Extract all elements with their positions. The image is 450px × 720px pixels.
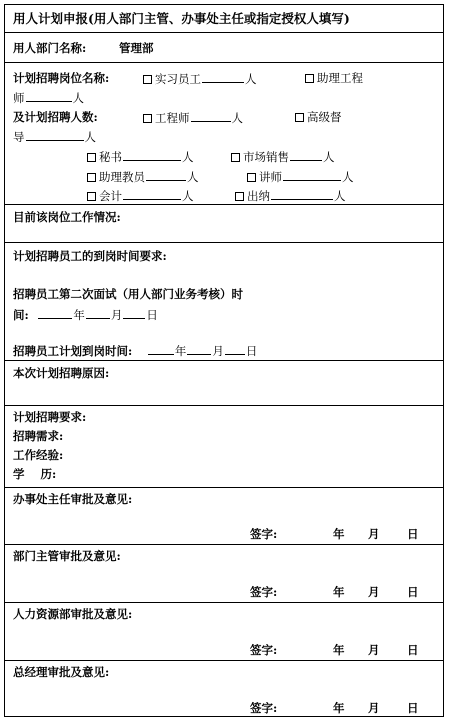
- approval-row-office-director: [5, 488, 443, 545]
- month-label: 月: [368, 585, 380, 599]
- day-label: 日: [407, 701, 419, 715]
- unit-label: 人: [84, 130, 96, 144]
- option-accountant[interactable]: [87, 188, 194, 203]
- department-row: [5, 33, 443, 63]
- approval-label: 办事处主任审批及意见:: [13, 492, 133, 506]
- day-label: 日: [407, 527, 419, 541]
- year-blank[interactable]: [148, 343, 174, 355]
- count-blank[interactable]: [202, 71, 244, 83]
- approval-label: 部门主管审批及意见:: [13, 549, 121, 563]
- day-blank[interactable]: [225, 343, 245, 355]
- option-engineer[interactable]: [143, 110, 243, 125]
- positions-row: [5, 63, 443, 205]
- current-status-row: [5, 205, 443, 243]
- count-blank[interactable]: [290, 149, 322, 161]
- day-label: 日: [407, 585, 419, 599]
- department-value[interactable]: 管理部: [119, 41, 154, 55]
- current-status-label: 目前该岗位工作情况:: [13, 210, 121, 224]
- reason-row: [5, 361, 443, 406]
- option-label: 会计: [99, 189, 122, 203]
- arrival-row: [5, 243, 443, 361]
- month-label: 月: [368, 701, 380, 715]
- checkbox[interactable]: [305, 74, 314, 83]
- option-senior-supervisor[interactable]: [295, 110, 342, 124]
- checkbox[interactable]: [87, 173, 96, 182]
- form-title: 用人计划申报(用人部门主管、办事处主任或指定授权人填写): [13, 11, 350, 26]
- count-blank[interactable]: [26, 129, 84, 141]
- month-label: 月: [368, 643, 380, 657]
- year-label: 年: [333, 643, 345, 657]
- month-label: 月: [110, 308, 123, 322]
- option-assistant-engineer[interactable]: [305, 71, 363, 85]
- option-label: 工程师: [155, 111, 190, 125]
- month-blank[interactable]: [187, 343, 211, 355]
- approval-label: 总经理审批及意见:: [13, 665, 110, 679]
- second-interview-date: [13, 307, 158, 322]
- approval-label: 人力资源部审批及意见:: [13, 607, 133, 621]
- planned-arrival-label: 招聘员工计划到岗时间:: [13, 344, 133, 358]
- unit-label: 人: [231, 111, 243, 125]
- month-label: 月: [368, 527, 380, 541]
- checkbox[interactable]: [87, 192, 96, 201]
- education-label: 学 历:: [13, 467, 57, 481]
- checkbox[interactable]: [143, 75, 152, 84]
- option-label: 市场销售: [243, 150, 289, 164]
- option-lecturer[interactable]: [247, 169, 354, 184]
- requirements-label: 计划招聘要求:: [13, 410, 87, 424]
- year-label: 年: [333, 527, 345, 541]
- reason-label: 本次计划招聘原因:: [13, 366, 110, 380]
- sign-label: 签字:: [250, 701, 278, 715]
- year-label: 年: [73, 308, 85, 322]
- unit-label: 人: [72, 91, 84, 105]
- sign-label: 签字:: [250, 643, 278, 657]
- day-label: 日: [245, 344, 258, 358]
- year-label: 年: [174, 344, 187, 358]
- day-label: 日: [146, 308, 158, 322]
- title-row: [5, 5, 443, 33]
- year-label: 年: [333, 585, 345, 599]
- year-label: 年: [333, 701, 345, 715]
- second-interview-label: 招聘员工第二次面试（用人部门业务考核）时: [13, 287, 243, 301]
- checkbox[interactable]: [143, 114, 152, 123]
- option-label-cont: 师: [13, 91, 25, 105]
- month-label: 月: [212, 344, 224, 358]
- unit-label: 人: [245, 72, 257, 86]
- option-label: 助理教员: [99, 170, 145, 184]
- option-label: 讲师: [259, 170, 282, 184]
- day-blank[interactable]: [123, 307, 145, 319]
- approval-row-hr: [5, 603, 443, 661]
- count-blank[interactable]: [146, 169, 186, 181]
- option-secretary[interactable]: [87, 149, 194, 164]
- count-blank[interactable]: [123, 149, 181, 161]
- approval-row-gm: [5, 661, 443, 718]
- department-label: 用人部门名称:: [13, 41, 87, 55]
- day-label: 日: [407, 643, 419, 657]
- approval-row-dept-head: [5, 545, 443, 603]
- unit-label: 人: [182, 189, 194, 203]
- option-continued-line-2: [13, 129, 96, 144]
- checkbox[interactable]: [295, 113, 304, 122]
- count-blank[interactable]: [283, 169, 341, 181]
- sign-label: 签字:: [250, 527, 278, 541]
- requirements-row: [5, 406, 443, 488]
- need-label: 招聘需求:: [13, 429, 64, 443]
- planned-positions-label: 计划招聘岗位名称:: [13, 71, 110, 85]
- unit-label: 人: [334, 189, 346, 203]
- checkbox[interactable]: [87, 153, 96, 162]
- experience-label: 工作经验:: [13, 448, 64, 462]
- unit-label: 人: [182, 150, 194, 164]
- requisition-form: [4, 4, 444, 717]
- option-label: 出纳: [247, 189, 270, 203]
- checkbox[interactable]: [247, 173, 256, 182]
- planned-count-label: 及计划招聘人数:: [13, 110, 98, 124]
- second-interview-label-cont: 间:: [13, 308, 29, 322]
- year-blank[interactable]: [38, 307, 72, 319]
- count-blank[interactable]: [123, 188, 181, 200]
- option-label: 秘书: [99, 150, 122, 164]
- option-cashier[interactable]: [235, 188, 346, 203]
- option-label: 助理工程: [317, 71, 363, 85]
- checkbox[interactable]: [231, 153, 240, 162]
- unit-label: 人: [187, 170, 199, 184]
- option-label: 实习员工: [155, 72, 201, 86]
- unit-label: 人: [323, 150, 335, 164]
- option-label-cont: 导: [13, 130, 25, 144]
- count-blank[interactable]: [271, 188, 333, 200]
- count-blank[interactable]: [191, 110, 231, 122]
- option-label: 高级督: [307, 110, 342, 124]
- unit-label: 人: [342, 170, 354, 184]
- count-blank[interactable]: [26, 90, 72, 102]
- sign-label: 签字:: [250, 585, 278, 599]
- arrival-requirement-label: 计划招聘员工的到岗时间要求:: [13, 249, 167, 263]
- option-continued-line: [13, 90, 84, 105]
- option-assistant-teacher[interactable]: [87, 169, 199, 184]
- option-marketing[interactable]: [231, 149, 335, 164]
- month-blank[interactable]: [86, 307, 110, 319]
- checkbox[interactable]: [235, 192, 244, 201]
- planned-arrival-line: [13, 343, 257, 358]
- option-intern[interactable]: [143, 71, 257, 86]
